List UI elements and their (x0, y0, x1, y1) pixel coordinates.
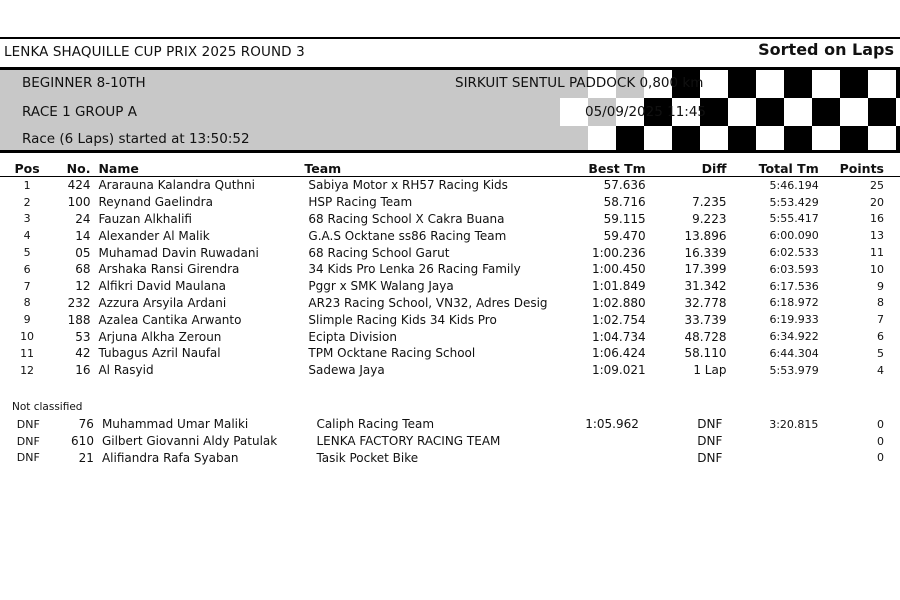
checker-square (700, 126, 728, 151)
cell-points: 10 (870, 262, 884, 276)
cell-diff: 32.778 (684, 295, 727, 310)
checker-square (560, 126, 588, 151)
cell-total: 6:19.933 (769, 313, 819, 327)
checker-square (588, 126, 616, 151)
checker-square (784, 126, 812, 151)
cell-name: Alifiandra Rafa Syaban (101, 450, 239, 465)
cell-pos: 10 (20, 330, 35, 344)
cell-name: Arjuna Alkha Zeroun (98, 329, 222, 344)
col-diff: Diff (646, 160, 727, 177)
cell-pos: 4 (23, 229, 31, 243)
cell-diff: 7.235 (692, 195, 727, 210)
cell-best: 58.716 (603, 195, 646, 210)
cell-pos: DNF (16, 417, 40, 431)
cell-diff: 9.223 (692, 211, 727, 226)
col-team: Team (304, 160, 547, 177)
cell-no: 100 (67, 195, 91, 210)
cell-team: Slimple Racing Kids 34 Kids Pro (308, 312, 497, 327)
checker-square (728, 98, 756, 126)
cell-diff (646, 177, 727, 194)
cell-pos: 12 (20, 363, 35, 377)
cell-points: 11 (870, 246, 884, 260)
checker-square (560, 98, 588, 126)
cell-diff: DNF (697, 434, 723, 449)
cell-best: 59.115 (603, 211, 646, 226)
checker-square (868, 70, 896, 98)
cell-name: Azalea Cantika Arwanto (98, 312, 242, 327)
col-best: Best Tm (548, 160, 646, 177)
cell-team: 68 Racing School X Cakra Buana (308, 211, 505, 226)
cell-points: 16 (870, 212, 884, 226)
col-pos: Pos (0, 160, 54, 177)
cell-best: 1:09.021 (591, 363, 646, 378)
cell-no: 05 (75, 245, 91, 260)
cell-total: 6:03.593 (769, 262, 819, 276)
cell-points: 4 (877, 363, 884, 377)
cell-diff: 48.728 (684, 329, 727, 344)
cell-best: 1:05.962 (585, 417, 639, 432)
cell-team: Tasik Pocket Bike (316, 450, 419, 465)
cell-team: TPM Ocktane Racing School (308, 346, 476, 361)
result-row (0, 177, 900, 194)
cell-best: 1:00.236 (591, 245, 646, 260)
checker-square (784, 98, 812, 126)
cell-name: Ararauna Kalandra Quthni (98, 178, 255, 193)
result-row (0, 211, 900, 228)
cell-diff: 1 Lap (693, 363, 727, 378)
band-rule (0, 150, 900, 153)
race-info-band (0, 67, 900, 151)
not-classified-label: Not classified (12, 401, 83, 413)
not-classified-row (0, 433, 900, 450)
result-row (0, 244, 900, 261)
checker-square (616, 126, 644, 151)
cell-team: Sadewa Jaya (308, 363, 385, 378)
cell-total: 5:53.979 (769, 363, 819, 377)
checker-square (728, 70, 756, 98)
result-row (0, 311, 900, 328)
checker-square (756, 98, 784, 126)
cell-name: Alfikri David Maulana (98, 279, 227, 294)
result-row (0, 194, 900, 211)
cell-no: 12 (75, 279, 91, 294)
checker-square (840, 70, 868, 98)
result-row (0, 227, 900, 244)
cell-diff: 17.399 (684, 262, 727, 277)
cell-best (537, 450, 639, 467)
cell-points: 8 (877, 296, 884, 310)
cell-name: Azzura Arsyila Ardani (98, 295, 227, 310)
sorted-label: Sorted on Laps (758, 40, 894, 59)
cell-diff: DNF (697, 417, 723, 432)
cell-pos: 2 (23, 195, 31, 209)
cell-total: 6:00.090 (769, 229, 819, 243)
cell-diff: DNF (697, 450, 723, 465)
cell-best: 1:04.734 (591, 329, 646, 344)
cell-total: 5:53.429 (769, 195, 819, 209)
race-group: RACE 1 GROUP A (22, 104, 137, 120)
not-classified-table (0, 416, 900, 466)
result-row (0, 278, 900, 295)
cell-diff: 33.739 (684, 312, 727, 327)
cell-pos: 7 (23, 279, 31, 293)
checker-square (672, 126, 700, 151)
col-name: Name (94, 160, 304, 177)
cell-team: 34 Kids Pro Lenka 26 Racing Family (308, 262, 521, 277)
cell-pos: 11 (20, 346, 35, 360)
cell-pos: 5 (23, 246, 31, 260)
cell-diff: 58.110 (684, 346, 727, 361)
cell-total: 6:18.972 (769, 296, 819, 310)
cell-team: 68 Racing School Garut (308, 245, 450, 260)
checker-square (700, 70, 728, 98)
cell-points: 7 (877, 313, 884, 327)
cell-name: Reynand Gaelindra (98, 195, 213, 210)
cell-total: 5:55.417 (769, 212, 819, 226)
cell-no: 188 (67, 312, 91, 327)
checker-square (840, 98, 868, 126)
checker-square (868, 98, 896, 126)
checker-square (868, 126, 896, 151)
cell-team: HSP Racing Team (308, 195, 413, 210)
result-row (0, 328, 900, 345)
cell-points: 20 (870, 195, 884, 209)
cell-diff: 31.342 (684, 279, 727, 294)
top-rule (0, 37, 900, 39)
cell-best: 59.470 (603, 228, 646, 243)
cell-total: 6:17.536 (769, 279, 819, 293)
cell-name: Fauzan Alkhalifi (98, 211, 192, 226)
checker-square (896, 98, 900, 126)
cell-diff: 16.339 (684, 245, 727, 260)
cell-name: Al Rasyid (98, 363, 154, 378)
cell-no: 76 (78, 417, 94, 432)
cell-no: 14 (75, 228, 91, 243)
cell-total (722, 450, 818, 467)
cell-points: 0 (877, 434, 884, 448)
cell-points: 13 (870, 229, 884, 243)
cell-total: 6:44.304 (769, 346, 819, 360)
cell-total: 6:34.922 (769, 330, 819, 344)
cell-no: 610 (71, 434, 94, 449)
cell-no: 21 (78, 450, 94, 465)
cell-name: Tubagus Azril Naufal (98, 346, 221, 361)
col-no: No. (54, 160, 94, 177)
cell-points: 5 (877, 346, 884, 360)
cell-no: 24 (75, 211, 91, 226)
cell-best: 1:00.450 (591, 262, 646, 277)
circuit: SIRKUIT SENTUL PADDOCK 0,800 km (455, 75, 704, 91)
cell-no: 232 (67, 295, 91, 310)
checker-square (896, 126, 900, 151)
result-row (0, 295, 900, 312)
result-row (0, 261, 900, 278)
cell-team: Ecipta Division (308, 329, 397, 344)
cell-points: 0 (877, 417, 884, 431)
cell-team: Sabiya Motor x RH57 Racing Kids (308, 178, 508, 193)
cell-points: 6 (877, 330, 884, 344)
cell-diff: 13.896 (684, 228, 727, 243)
class-name: BEGINNER 8-10TH (22, 75, 146, 91)
cell-name: Muhamad Davin Ruwadani (98, 245, 259, 260)
cell-pos: 6 (23, 262, 31, 276)
cell-no: 53 (75, 329, 91, 344)
col-total: Total Tm (726, 160, 818, 177)
cell-pos: 9 (23, 313, 31, 327)
cell-total: 3:20.815 (769, 417, 819, 431)
col-points: Points (819, 160, 900, 177)
checker-square (812, 126, 840, 151)
checker-square (840, 126, 868, 151)
cell-total: 6:02.533 (769, 246, 819, 260)
cell-team: Pggr x SMK Walang Jaya (308, 279, 454, 294)
results-header-row (0, 160, 900, 177)
checker-square (756, 126, 784, 151)
race-start: Race (6 Laps) started at 13:50:52 (22, 131, 250, 147)
cell-no: 68 (75, 262, 91, 277)
cell-best: 57.636 (603, 178, 646, 193)
cell-points: 0 (877, 451, 884, 465)
result-row (0, 362, 900, 379)
cell-pos: DNF (16, 451, 40, 465)
event-title: LENKA SHAQUILLE CUP PRIX 2025 ROUND 3 (4, 44, 305, 60)
cell-team: G.A.S Ocktane ss86 Racing Team (308, 228, 507, 243)
not-classified-row (0, 450, 900, 467)
not-classified-row (0, 416, 900, 433)
checker-square (812, 98, 840, 126)
cell-pos: 8 (23, 296, 31, 310)
cell-no: 424 (67, 178, 91, 193)
checker-square (728, 126, 756, 151)
cell-total (722, 433, 818, 450)
cell-best: 1:01.849 (591, 279, 646, 294)
checker-square (756, 70, 784, 98)
results-table (0, 160, 900, 379)
cell-name: Arshaka Ransi Girendra (98, 262, 240, 277)
cell-team: AR23 Racing School, VN32, Adres Desig (308, 295, 548, 310)
checker-square (812, 70, 840, 98)
cell-name: Gilbert Giovanni Aldy Patulak (101, 434, 278, 449)
cell-team: LENKA FACTORY RACING TEAM (316, 434, 501, 449)
cell-name: Muhammad Umar Maliki (101, 417, 249, 432)
result-row (0, 345, 900, 362)
cell-best: 1:02.754 (591, 312, 646, 327)
cell-team: Caliph Racing Team (316, 417, 435, 432)
cell-best: 1:06.424 (591, 346, 646, 361)
checker-square (896, 70, 900, 98)
cell-best (537, 433, 639, 450)
cell-pos: 3 (23, 212, 31, 226)
cell-no: 42 (75, 346, 91, 361)
cell-points: 9 (877, 279, 884, 293)
cell-name: Alexander Al Malik (98, 228, 210, 243)
cell-pos: 1 (23, 178, 31, 192)
race-datetime: 05/09/2025 11:45 (585, 104, 707, 120)
checker-square (644, 126, 672, 151)
cell-points: 25 (870, 178, 884, 192)
cell-best: 1:02.880 (591, 295, 646, 310)
cell-total: 5:46.194 (769, 178, 819, 192)
checker-square (784, 70, 812, 98)
cell-no: 16 (75, 363, 91, 378)
cell-pos: DNF (16, 434, 40, 448)
